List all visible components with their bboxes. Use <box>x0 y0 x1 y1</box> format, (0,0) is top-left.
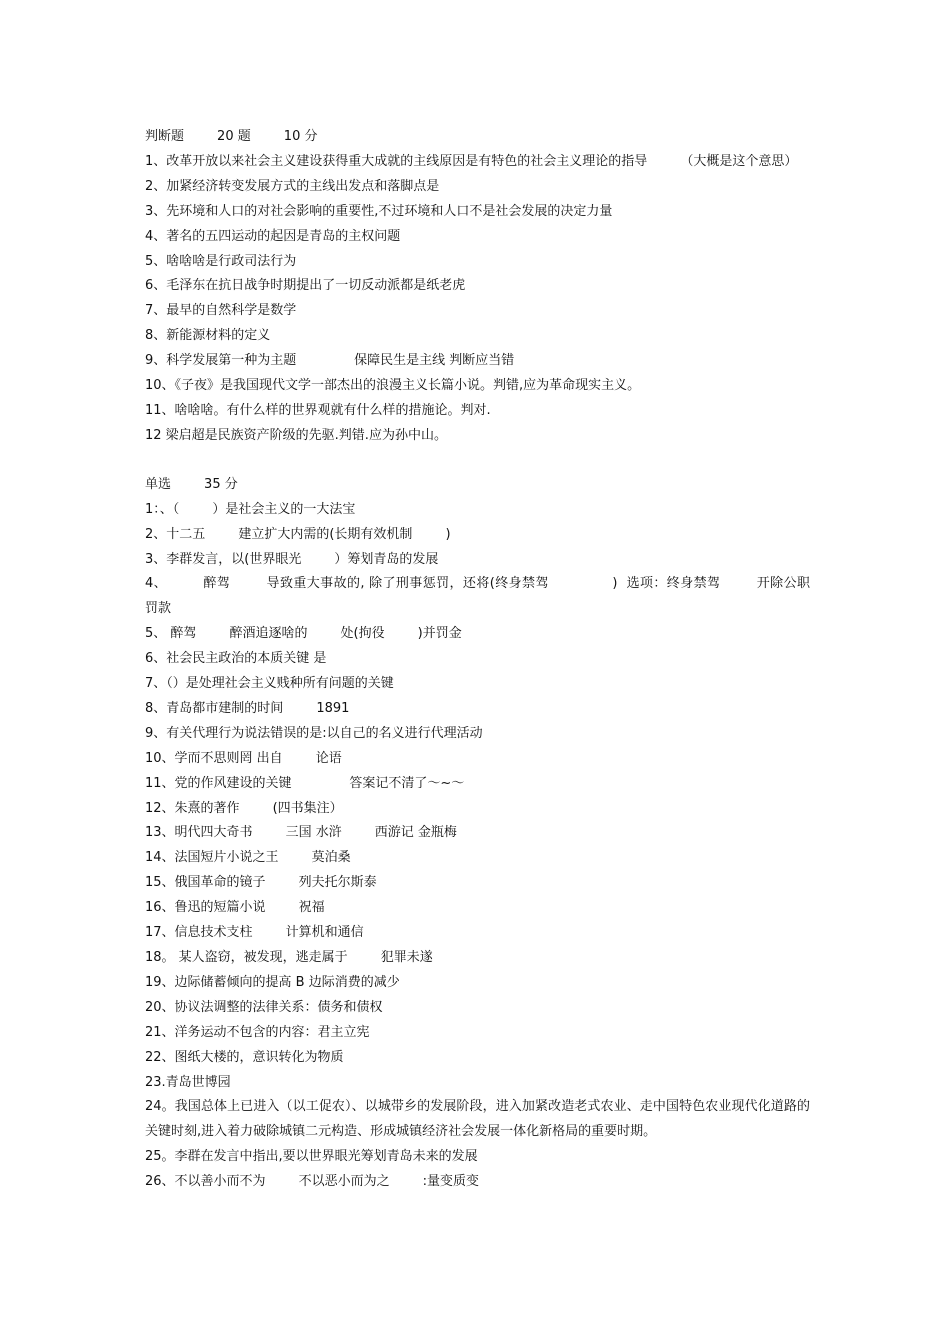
document-body <box>145 125 844 1195</box>
list-item: 2、加紧经济转变发展方式的主线出发点和落脚点是 <box>145 178 440 194</box>
list-item: 9、科学发展第一种为主题 保障民生是主线 判断应当错 <box>145 353 515 369</box>
list-item: 23.青岛世博园 <box>145 1074 231 1090</box>
list-item: 7、（）是处理社会主义贱种所有问题的关键 <box>145 676 394 692</box>
list-item: 4、 醉驾 导致重大事故的, 除了刑事惩罚，还将(终身禁驾 ) 选项：终身禁驾 开除公职 罚款 <box>145 576 844 617</box>
list-item: 1：、（ ）是社会主义的一大法宝 <box>145 501 356 517</box>
list-item: 22、图纸大楼的，意识转化为物质 <box>145 1049 344 1065</box>
list-item: 7、最早的自然科学是数学 <box>145 303 297 319</box>
list-item: 6、毛泽东在抗日战争时期提出了一切反动派都是纸老虎 <box>145 278 466 294</box>
list-item: 3、李群发言，以(世界眼光 ）筹划青岛的发展 <box>145 551 439 567</box>
list-item: 11、啥啥啥。有什么样的世界观就有什么样的措施论。判对. <box>145 402 491 418</box>
list-item: 25。李群在发言中指出,要以世界眼光筹划青岛未来的发展 <box>145 1149 478 1165</box>
list-item: 17、信息技术支柱 计算机和通信 <box>145 925 364 941</box>
single-choice-section-header: 单选 35 分 <box>145 476 238 492</box>
list-item: 5、 醉驾 醉酒追逐啥的 处(拘役 )并罚金 <box>145 626 462 642</box>
list-item: 8、青岛都市建制的时间 1891 <box>145 700 350 716</box>
list-item: 10、学而不思则罔 出自 论语 <box>145 750 342 766</box>
list-item: 21、洋务运动不包含的内容：君主立宪 <box>145 1024 370 1040</box>
list-item: 12、朱熹的著作 (四书集注） <box>145 800 343 816</box>
list-item: 18。 某人盗窃，被发现，逃走属于 犯罪未遂 <box>145 950 433 965</box>
list-item: 4、著名的五四运动的起因是青岛的主权问题 <box>145 228 401 244</box>
list-item: 13、明代四大奇书 三国 水浒 西游记 金瓶梅 <box>145 825 457 841</box>
list-item: 14、法国短片小说之王 莫泊桑 <box>145 850 351 866</box>
list-item: 8、新能源材料的定义 <box>145 328 271 344</box>
list-item: 3、先环境和人口的对社会影响的重要性,不过环境和人口不是社会发展的决定力量 <box>145 203 613 219</box>
list-item: 12 梁启超是民族资产阶级的先驱.判错.应为孙中山。 <box>145 427 447 443</box>
list-item: 15、俄国革命的镜子 列夫托尔斯泰 <box>145 875 377 891</box>
list-item: 2、十二五 建立扩大内需的(长期有效机制 ) <box>145 526 451 542</box>
section-gap <box>145 449 810 473</box>
list-item: 16、鲁迅的短篇小说 祝福 <box>145 900 325 916</box>
list-item: 11、党的作风建设的关键 答案记不清了～~～ <box>145 775 465 791</box>
list-item: 1、改革开放以来社会主义建设获得重大成就的主线原因是有特色的社会主义理论的指导 （大概是这个意思） <box>145 153 798 169</box>
list-item: 26、不以善小而不为 不以恶小而为之 :量变质变 <box>145 1174 480 1190</box>
list-item: 9、有关代理行为说法错误的是:以自己的名义进行代理活动 <box>145 725 483 741</box>
list-item: 19、边际储蓄倾向的提高 B 边际消费的减少 <box>145 974 400 990</box>
list-item: 6、社会民主政治的本质关键 是 <box>145 651 327 667</box>
list-item: 20、协议法调整的法律关系：债务和债权 <box>145 999 383 1015</box>
list-item: 10、《子夜》是我国现代文学一部杰出的浪漫主义长篇小说。判错,应为革命现实主义。 <box>145 378 641 394</box>
list-item: 24。我国总体上已进入（以工促农）、以城带乡的发展阶段，进入加紧改造老式农业、走中国特色农业现代化道路的关键时刻,进入着力破除城镇二元构造、形成城镇经济社会发展一体化新格局的重要时期。 <box>145 1099 810 1140</box>
judgment-section-header: 判断题 20 题 10 分 <box>145 129 318 144</box>
list-item: 5、啥啥啥是行政司法行为 <box>145 253 297 269</box>
